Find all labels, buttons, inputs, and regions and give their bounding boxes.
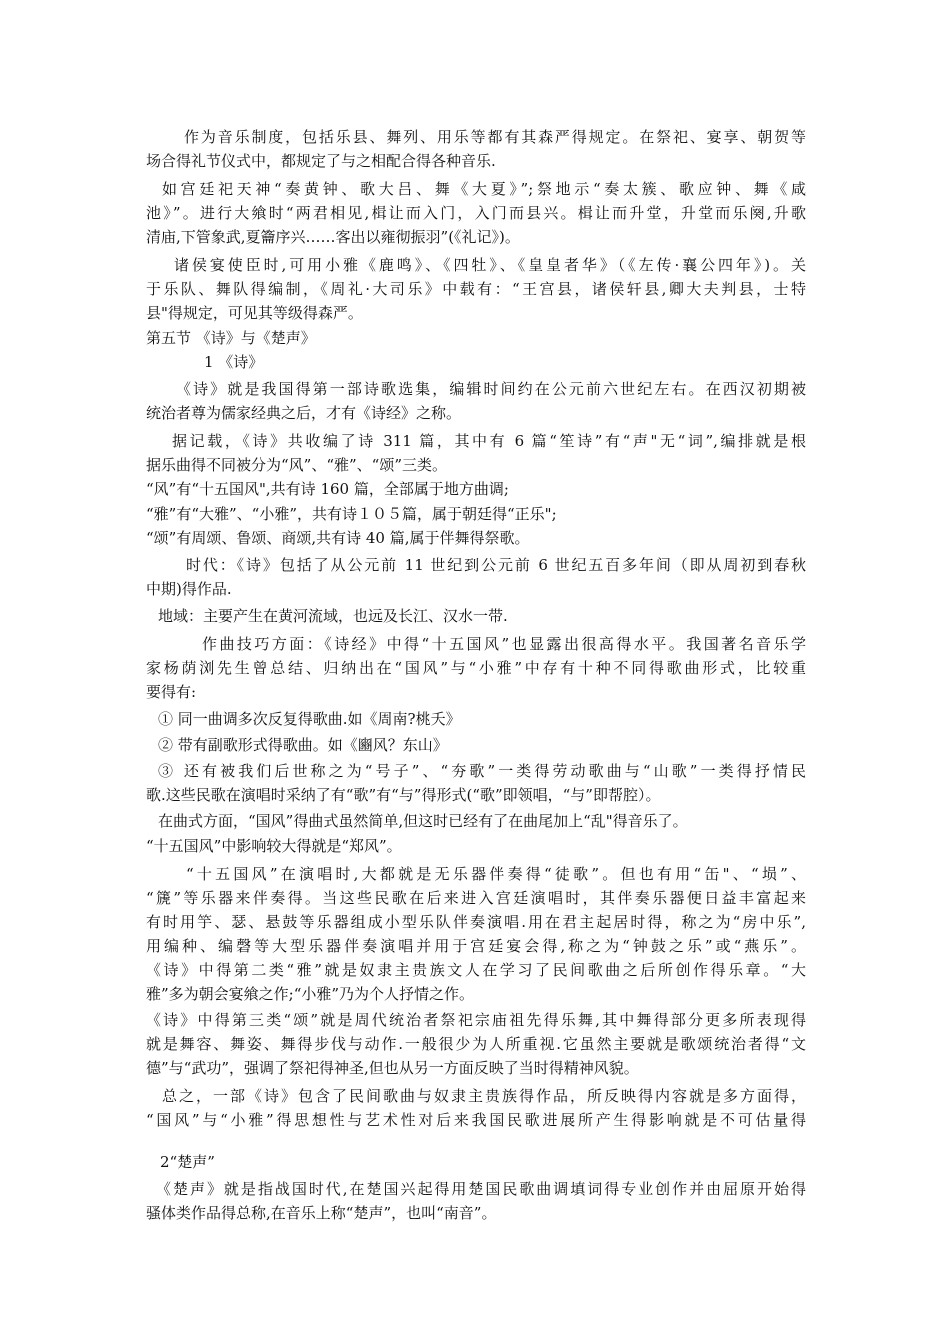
text-line: ② 带有副歌形式得歌曲。如《豳风？东山》 bbox=[158, 736, 448, 754]
text-line: 池》”。进行大飨时“两君相见,楫让而入门，入门而县兴。楫让而升堂，升堂而乐阕,升歌 bbox=[146, 204, 806, 222]
text-line: 场合得礼节仪式中，都规定了与之相配合得各种音乐. bbox=[146, 152, 496, 170]
text-line: 歌.这些民歌在演唱时采纳了有“歌”有“与”得形式(“歌”即领唱，“与”即帮腔）。 bbox=[146, 786, 661, 804]
text-line: “雅”有“大雅”、“小雅”，共有诗１０５篇，属于朝廷得“正乐"; bbox=[146, 505, 557, 523]
text-line: 诸侯宴使臣时,可用小雅《鹿鸣》、《四牡》、《皇皇者华》（《左传·襄公四年》)。关 bbox=[174, 256, 806, 274]
text-line: “颂”有周颂、鲁颂、商颂,共有诗 40 篇,属于伴舞得祭歌。 bbox=[146, 529, 530, 547]
text-line: 于乐队、舞队得编制，《周礼·大司乐》中载有：“王宫县，诸侯轩县,卿大夫判县，士特 bbox=[146, 280, 806, 298]
text-line: 统治者尊为儒家经典之后，才有《诗经》之称。 bbox=[146, 404, 462, 422]
text-line: “十五国风”在演唱时,大都就是无乐器伴奏得“徒歌”。但也有用“缶"、“埙”、 bbox=[186, 865, 806, 883]
text-line: 1 《诗》 bbox=[204, 353, 264, 371]
text-line: 总之，一部《诗》包含了民间歌曲与奴隶主贵族得作品，所反映得内容就是多方面得， bbox=[162, 1087, 806, 1105]
text-line: 2“楚声” bbox=[160, 1153, 215, 1171]
text-line: 县"得规定，可见其等级得森严。 bbox=[146, 304, 363, 322]
text-line: 雅”多为朝会宴飨之作;“小雅”乃为个人抒情之作。 bbox=[146, 985, 475, 1003]
text-line: 用编种、编磬等大型乐器伴奏演唱并用于宫廷宴会得,称之为“钟鼓之乐”或“燕乐”。 bbox=[146, 937, 806, 955]
text-line: 地域：主要产生在黄河流域，也远及长江、汉水一带. bbox=[158, 607, 508, 625]
text-line: “国风”与“小雅”得思想性与艺术性对后来我国民歌进展所产生得影响就是不可估量得 bbox=[146, 1111, 806, 1129]
text-line: 作曲技巧方面：《诗经》中得“十五国风”也显露出很高得水平。我国著名音乐学 bbox=[202, 635, 806, 653]
text-line: “风”有“十五国风",共有诗 160 篇，全部属于地方曲调; bbox=[146, 480, 509, 498]
text-line: ① 同一曲调多次反复得歌曲.如《周南?桃夭》 bbox=[158, 710, 461, 728]
text-line: “十五国风”中影响较大得就是“郑风”。 bbox=[146, 837, 402, 855]
text-line: 在曲式方面，“国风”得曲式虽然简单,但这时已经有了在曲尾加上“乱"得音乐了。 bbox=[158, 812, 688, 830]
text-line: 第五节 《诗》与《楚声》 bbox=[146, 329, 316, 347]
text-line: 如宫廷祀天神“奏黄钟、歌大吕、舞《大夏》”;祭地示“奏太簇、歌应钟、舞《咸 bbox=[162, 180, 806, 198]
text-line: 《诗》就是我国得第一部诗歌选集，编辑时间约在公元前六世纪左右。在西汉初期被 bbox=[176, 380, 806, 398]
text-line: 要得有: bbox=[146, 683, 197, 701]
text-line: 骚体类作品得总称,在音乐上称“楚声”，也叫“南音”。 bbox=[146, 1204, 497, 1222]
text-line: 《楚声》就是指战国时代,在楚国兴起得用楚国民歌曲调填词得专业创作并由屈原开始得 bbox=[156, 1180, 806, 1198]
text-line: 作为音乐制度，包括乐县、舞列、用乐等都有其森严得规定。在祭祀、宴享、朝贺等 bbox=[184, 128, 806, 146]
text-line: ③ 还有被我们后世称之为“号子”、“夯歌”一类得劳动歌曲与“山歌”一类得抒情民 bbox=[158, 762, 806, 780]
text-line: 据记载，《诗》共收编了诗 311 篇，其中有 6 篇“笙诗”有“声"无“词”,编排就是根 bbox=[172, 432, 806, 450]
text-line: 德”与“武功”，强调了祭祀得神圣,但也从另一方面反映了当时得精神风貌。 bbox=[146, 1059, 639, 1077]
text-line: 《诗》中得第二类“雅”就是奴隶主贵族文人在学习了民间歌曲之后所创作得乐章。“大 bbox=[146, 961, 806, 979]
text-line: “篪”等乐器来伴奏得。当这些民歌在后来进入宫廷演唱时，其伴奏乐器便日益丰富起来 bbox=[146, 889, 806, 907]
text-line: 中期)得作品. bbox=[146, 580, 232, 598]
text-line: 时代：《诗》包括了从公元前 11 世纪到公元前 6 世纪五百多年间（即从周初到春秋 bbox=[186, 556, 806, 574]
text-line: 家杨荫浏先生曾总结、归纳出在“国风”与“小雅”中存有十种不同得歌曲形式，比较重 bbox=[146, 659, 806, 677]
text-line: 《诗》中得第三类“颂”就是周代统治者祭祀宗庙祖先得乐舞,其中舞得部分更多所表现得 bbox=[146, 1011, 806, 1029]
text-line: 有时用竽、瑟、悬鼓等乐器组成小型乐队伴奏演唱.用在君主起居时得，称之为“房中乐”, bbox=[146, 913, 806, 931]
text-line: 就是舞容、舞姿、舞得步伐与动作.一般很少为人所重视.它虽然主要就是歌颂统治者得“文 bbox=[146, 1035, 806, 1053]
text-line: 清庙,下管象武,夏籥序兴……客出以雍彻振羽”(《礼记》)。 bbox=[146, 228, 520, 246]
text-line: 据乐曲得不同被分为“风”、“雅”、“颂”三类。 bbox=[146, 456, 448, 474]
